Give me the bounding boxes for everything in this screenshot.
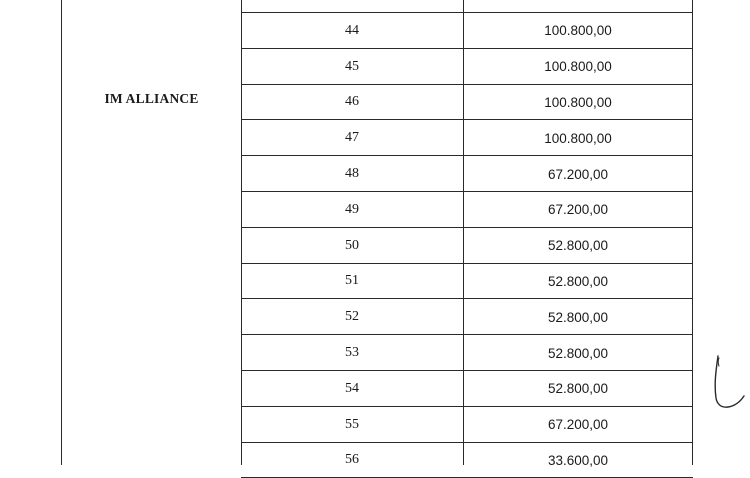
group-label: IM ALLIANCE xyxy=(104,91,199,106)
row-amount: 52.800,00 xyxy=(547,381,609,397)
row-separator xyxy=(241,48,693,49)
row-amount: 52.800,00 xyxy=(547,273,609,289)
table-row xyxy=(241,13,693,49)
row-separator xyxy=(241,263,693,264)
row-number: 45 xyxy=(345,58,359,74)
row-amount: 100.800,00 xyxy=(544,130,612,146)
row-separator xyxy=(241,334,693,335)
handwritten-mark xyxy=(708,352,750,412)
row-number: 50 xyxy=(345,237,359,253)
row-separator xyxy=(241,298,693,299)
row-amount: 33.600,00 xyxy=(547,452,609,468)
row-separator xyxy=(241,370,693,371)
row-number: 51 xyxy=(345,273,359,289)
row-separator xyxy=(241,227,693,228)
row-number: 47 xyxy=(345,130,359,146)
row-separator xyxy=(241,155,693,156)
row-separator xyxy=(241,84,693,85)
row-amount: 67.200,00 xyxy=(547,202,609,218)
row-number: 52 xyxy=(345,309,359,325)
table-row xyxy=(241,407,693,443)
row-number: 48 xyxy=(345,166,359,182)
row-separator xyxy=(241,442,693,443)
table-row xyxy=(241,228,693,264)
row-number: 53 xyxy=(345,345,359,361)
table-row xyxy=(241,85,693,121)
table-row xyxy=(241,192,693,228)
row-number: 49 xyxy=(345,201,359,217)
row-separator xyxy=(241,119,693,120)
row-amount: 100.800,00 xyxy=(544,23,612,39)
row-separator xyxy=(241,406,693,407)
table-row xyxy=(241,371,693,407)
table-row xyxy=(241,299,693,335)
table-row xyxy=(241,443,693,478)
row-amount: 100.800,00 xyxy=(544,59,612,75)
row-number: 44 xyxy=(345,22,359,38)
row-number: 55 xyxy=(345,416,359,432)
row-amount: 52.800,00 xyxy=(547,238,609,254)
row-amount: 67.200,00 xyxy=(547,417,609,433)
row-amount: 52.800,00 xyxy=(547,345,609,361)
row-amount: 100.800,00 xyxy=(544,94,612,110)
row-number: 46 xyxy=(345,94,359,110)
table-row xyxy=(241,264,693,300)
table-row xyxy=(241,156,693,192)
table-row xyxy=(241,335,693,371)
row-amount: 52.800,00 xyxy=(547,309,609,325)
row-separator xyxy=(241,191,693,192)
row-number: 56 xyxy=(345,452,359,468)
row-amount: 67.200,00 xyxy=(547,166,609,182)
table-row xyxy=(241,120,693,156)
row-number: 54 xyxy=(345,380,359,396)
table-left-border xyxy=(61,0,62,465)
table-row xyxy=(241,49,693,85)
